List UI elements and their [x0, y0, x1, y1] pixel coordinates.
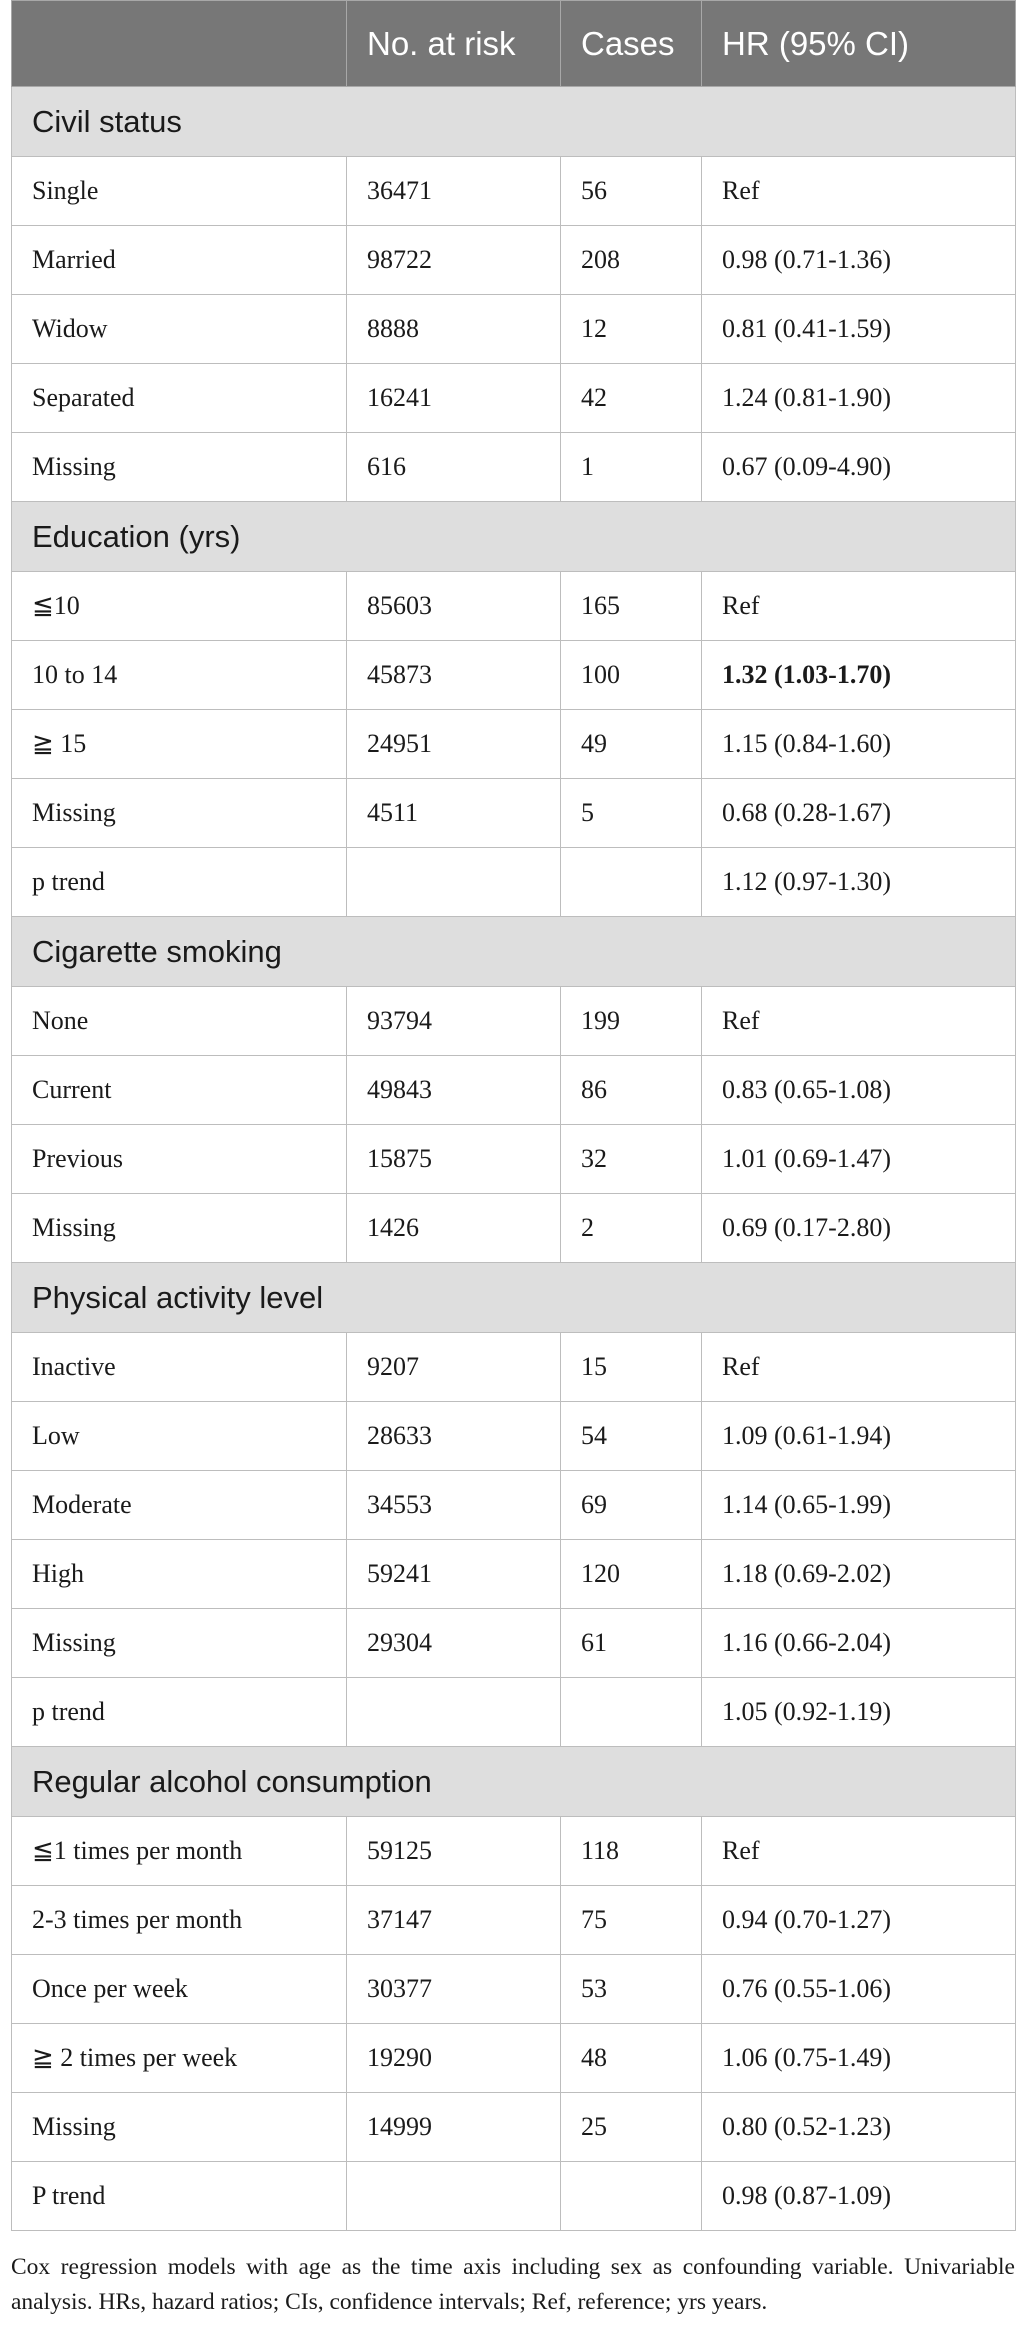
no-at-risk-cell: 37147 — [347, 1886, 561, 1955]
cases-cell: 86 — [561, 1056, 702, 1125]
hr-ci-cell: 0.67 (0.09-4.90) — [702, 433, 1016, 502]
cases-cell: 2 — [561, 1194, 702, 1263]
header-hr-ci: HR (95% CI) — [702, 1, 1016, 87]
no-at-risk-cell: 59241 — [347, 1540, 561, 1609]
row-label: 2-3 times per month — [12, 1886, 347, 1955]
table-row — [12, 710, 1016, 779]
table-row — [12, 641, 1016, 710]
hr-ci-cell: 1.05 (0.92-1.19) — [702, 1678, 1016, 1747]
table-row — [12, 1540, 1016, 1609]
hr-ci-cell: 0.98 (0.87-1.09) — [702, 2162, 1016, 2231]
table-row — [12, 433, 1016, 502]
no-at-risk-cell: 28633 — [347, 1402, 561, 1471]
table-body — [12, 87, 1016, 2231]
table-row — [12, 779, 1016, 848]
results-table-container — [11, 0, 1015, 2231]
table-row — [12, 1194, 1016, 1263]
no-at-risk-cell: 85603 — [347, 572, 561, 641]
table-row — [12, 1402, 1016, 1471]
table-row — [12, 364, 1016, 433]
row-label: High — [12, 1540, 347, 1609]
hr-ci-cell: 1.06 (0.75-1.49) — [702, 2024, 1016, 2093]
section-header-row — [12, 1263, 1016, 1333]
row-label: Previous — [12, 1125, 347, 1194]
cases-cell: 1 — [561, 433, 702, 502]
no-at-risk-cell: 15875 — [347, 1125, 561, 1194]
hr-ci-cell: 1.12 (0.97-1.30) — [702, 848, 1016, 917]
cases-cell: 25 — [561, 2093, 702, 2162]
row-label: Inactive — [12, 1333, 347, 1402]
row-label: Low — [12, 1402, 347, 1471]
row-label: Moderate — [12, 1471, 347, 1540]
table-row — [12, 2024, 1016, 2093]
hr-ci-cell: 0.80 (0.52-1.23) — [702, 2093, 1016, 2162]
cases-cell — [561, 2162, 702, 2231]
hr-ci-cell: 1.18 (0.69-2.02) — [702, 1540, 1016, 1609]
table-row — [12, 1886, 1016, 1955]
row-label: P trend — [12, 2162, 347, 2231]
header-cases: Cases — [561, 1, 702, 87]
cases-cell: 12 — [561, 295, 702, 364]
hr-ci-cell: 0.83 (0.65-1.08) — [702, 1056, 1016, 1125]
table-row — [12, 848, 1016, 917]
table-row — [12, 1056, 1016, 1125]
no-at-risk-cell: 36471 — [347, 157, 561, 226]
hr-ci-cell: 1.16 (0.66-2.04) — [702, 1609, 1016, 1678]
cases-cell: 208 — [561, 226, 702, 295]
cases-cell: 75 — [561, 1886, 702, 1955]
section-title: Regular alcohol consumption — [12, 1747, 1016, 1817]
cases-cell: 32 — [561, 1125, 702, 1194]
no-at-risk-cell: 19290 — [347, 2024, 561, 2093]
section-title: Civil status — [12, 87, 1016, 157]
cases-cell: 15 — [561, 1333, 702, 1402]
header-no-at-risk: No. at risk — [347, 1, 561, 87]
section-title: Physical activity level — [12, 1263, 1016, 1333]
no-at-risk-cell: 98722 — [347, 226, 561, 295]
table-row — [12, 572, 1016, 641]
section-header-row — [12, 917, 1016, 987]
table-row — [12, 1125, 1016, 1194]
table-row — [12, 2162, 1016, 2231]
table-row — [12, 1333, 1016, 1402]
no-at-risk-cell: 14999 — [347, 2093, 561, 2162]
table-row — [12, 1471, 1016, 1540]
table-row — [12, 295, 1016, 364]
cases-cell: 5 — [561, 779, 702, 848]
section-header-row — [12, 1747, 1016, 1817]
cases-cell: 42 — [561, 364, 702, 433]
hr-ci-cell: 1.32 (1.03-1.70) — [702, 641, 1016, 710]
cases-cell: 199 — [561, 987, 702, 1056]
cases-cell: 48 — [561, 2024, 702, 2093]
hr-ci-cell: Ref — [702, 1817, 1016, 1886]
row-label: Widow — [12, 295, 347, 364]
no-at-risk-cell: 24951 — [347, 710, 561, 779]
cases-cell — [561, 1678, 702, 1747]
no-at-risk-cell: 1426 — [347, 1194, 561, 1263]
hr-ci-cell: 0.98 (0.71-1.36) — [702, 226, 1016, 295]
hr-ci-cell: Ref — [702, 157, 1016, 226]
cases-cell: 49 — [561, 710, 702, 779]
row-label: Once per week — [12, 1955, 347, 2024]
header-variable — [12, 1, 347, 87]
hr-ci-cell: 0.94 (0.70-1.27) — [702, 1886, 1016, 1955]
row-label: Single — [12, 157, 347, 226]
no-at-risk-cell: 9207 — [347, 1333, 561, 1402]
hr-ci-cell: 1.15 (0.84-1.60) — [702, 710, 1016, 779]
cases-cell — [561, 848, 702, 917]
row-label: Separated — [12, 364, 347, 433]
table-row — [12, 987, 1016, 1056]
cases-cell: 69 — [561, 1471, 702, 1540]
no-at-risk-cell — [347, 848, 561, 917]
row-label: Missing — [12, 433, 347, 502]
hr-ci-cell: 0.68 (0.28-1.67) — [702, 779, 1016, 848]
no-at-risk-cell: 49843 — [347, 1056, 561, 1125]
cases-cell: 61 — [561, 1609, 702, 1678]
section-title: Cigarette smoking — [12, 917, 1016, 987]
row-label: ≦1 times per month — [12, 1817, 347, 1886]
row-label: Missing — [12, 1194, 347, 1263]
row-label: Missing — [12, 779, 347, 848]
row-label: p trend — [12, 1678, 347, 1747]
row-label: Current — [12, 1056, 347, 1125]
section-header-row — [12, 87, 1016, 157]
row-label: None — [12, 987, 347, 1056]
hr-ci-cell: 1.09 (0.61-1.94) — [702, 1402, 1016, 1471]
cases-cell: 100 — [561, 641, 702, 710]
cases-cell: 118 — [561, 1817, 702, 1886]
cases-cell: 165 — [561, 572, 702, 641]
table-row — [12, 2093, 1016, 2162]
row-label: Missing — [12, 1609, 347, 1678]
table-row — [12, 1955, 1016, 2024]
row-label: 10 to 14 — [12, 641, 347, 710]
table-row — [12, 157, 1016, 226]
row-label: ≧ 15 — [12, 710, 347, 779]
no-at-risk-cell: 30377 — [347, 1955, 561, 2024]
hr-ci-cell: 1.01 (0.69-1.47) — [702, 1125, 1016, 1194]
no-at-risk-cell: 93794 — [347, 987, 561, 1056]
hr-ci-cell: 1.24 (0.81-1.90) — [702, 364, 1016, 433]
hr-ci-cell: 0.69 (0.17-2.80) — [702, 1194, 1016, 1263]
hr-ci-cell: Ref — [702, 572, 1016, 641]
row-label: Married — [12, 226, 347, 295]
no-at-risk-cell: 4511 — [347, 779, 561, 848]
no-at-risk-cell: 8888 — [347, 295, 561, 364]
table-footnote: Cox regression models with age as the time axis including sex as confounding variable. Univariable analysis. HRs, hazard ratios; CIs, confidence intervals; Ref, reference; yrs years. — [11, 2254, 1015, 2315]
no-at-risk-cell: 34553 — [347, 1471, 561, 1540]
table-row — [12, 1609, 1016, 1678]
no-at-risk-cell: 16241 — [347, 364, 561, 433]
hazard-ratio-table — [11, 0, 1016, 2231]
hr-ci-cell: Ref — [702, 987, 1016, 1056]
section-header-row — [12, 502, 1016, 572]
cases-cell: 56 — [561, 157, 702, 226]
hr-ci-cell: 0.76 (0.55-1.06) — [702, 1955, 1016, 2024]
table-header-row — [12, 1, 1016, 87]
row-label: p trend — [12, 848, 347, 917]
cases-cell: 54 — [561, 1402, 702, 1471]
table-row — [12, 1678, 1016, 1747]
cases-cell: 53 — [561, 1955, 702, 2024]
row-label: ≦10 — [12, 572, 347, 641]
section-title: Education (yrs) — [12, 502, 1016, 572]
cases-cell: 120 — [561, 1540, 702, 1609]
no-at-risk-cell: 29304 — [347, 1609, 561, 1678]
hr-ci-cell: Ref — [702, 1333, 1016, 1402]
row-label: Missing — [12, 2093, 347, 2162]
no-at-risk-cell: 616 — [347, 433, 561, 502]
hr-ci-cell: 0.81 (0.41-1.59) — [702, 295, 1016, 364]
row-label: ≧ 2 times per week — [12, 2024, 347, 2093]
no-at-risk-cell — [347, 1678, 561, 1747]
table-row — [12, 1817, 1016, 1886]
no-at-risk-cell: 59125 — [347, 1817, 561, 1886]
no-at-risk-cell: 45873 — [347, 641, 561, 710]
hr-ci-cell: 1.14 (0.65-1.99) — [702, 1471, 1016, 1540]
no-at-risk-cell — [347, 2162, 561, 2231]
table-row — [12, 226, 1016, 295]
